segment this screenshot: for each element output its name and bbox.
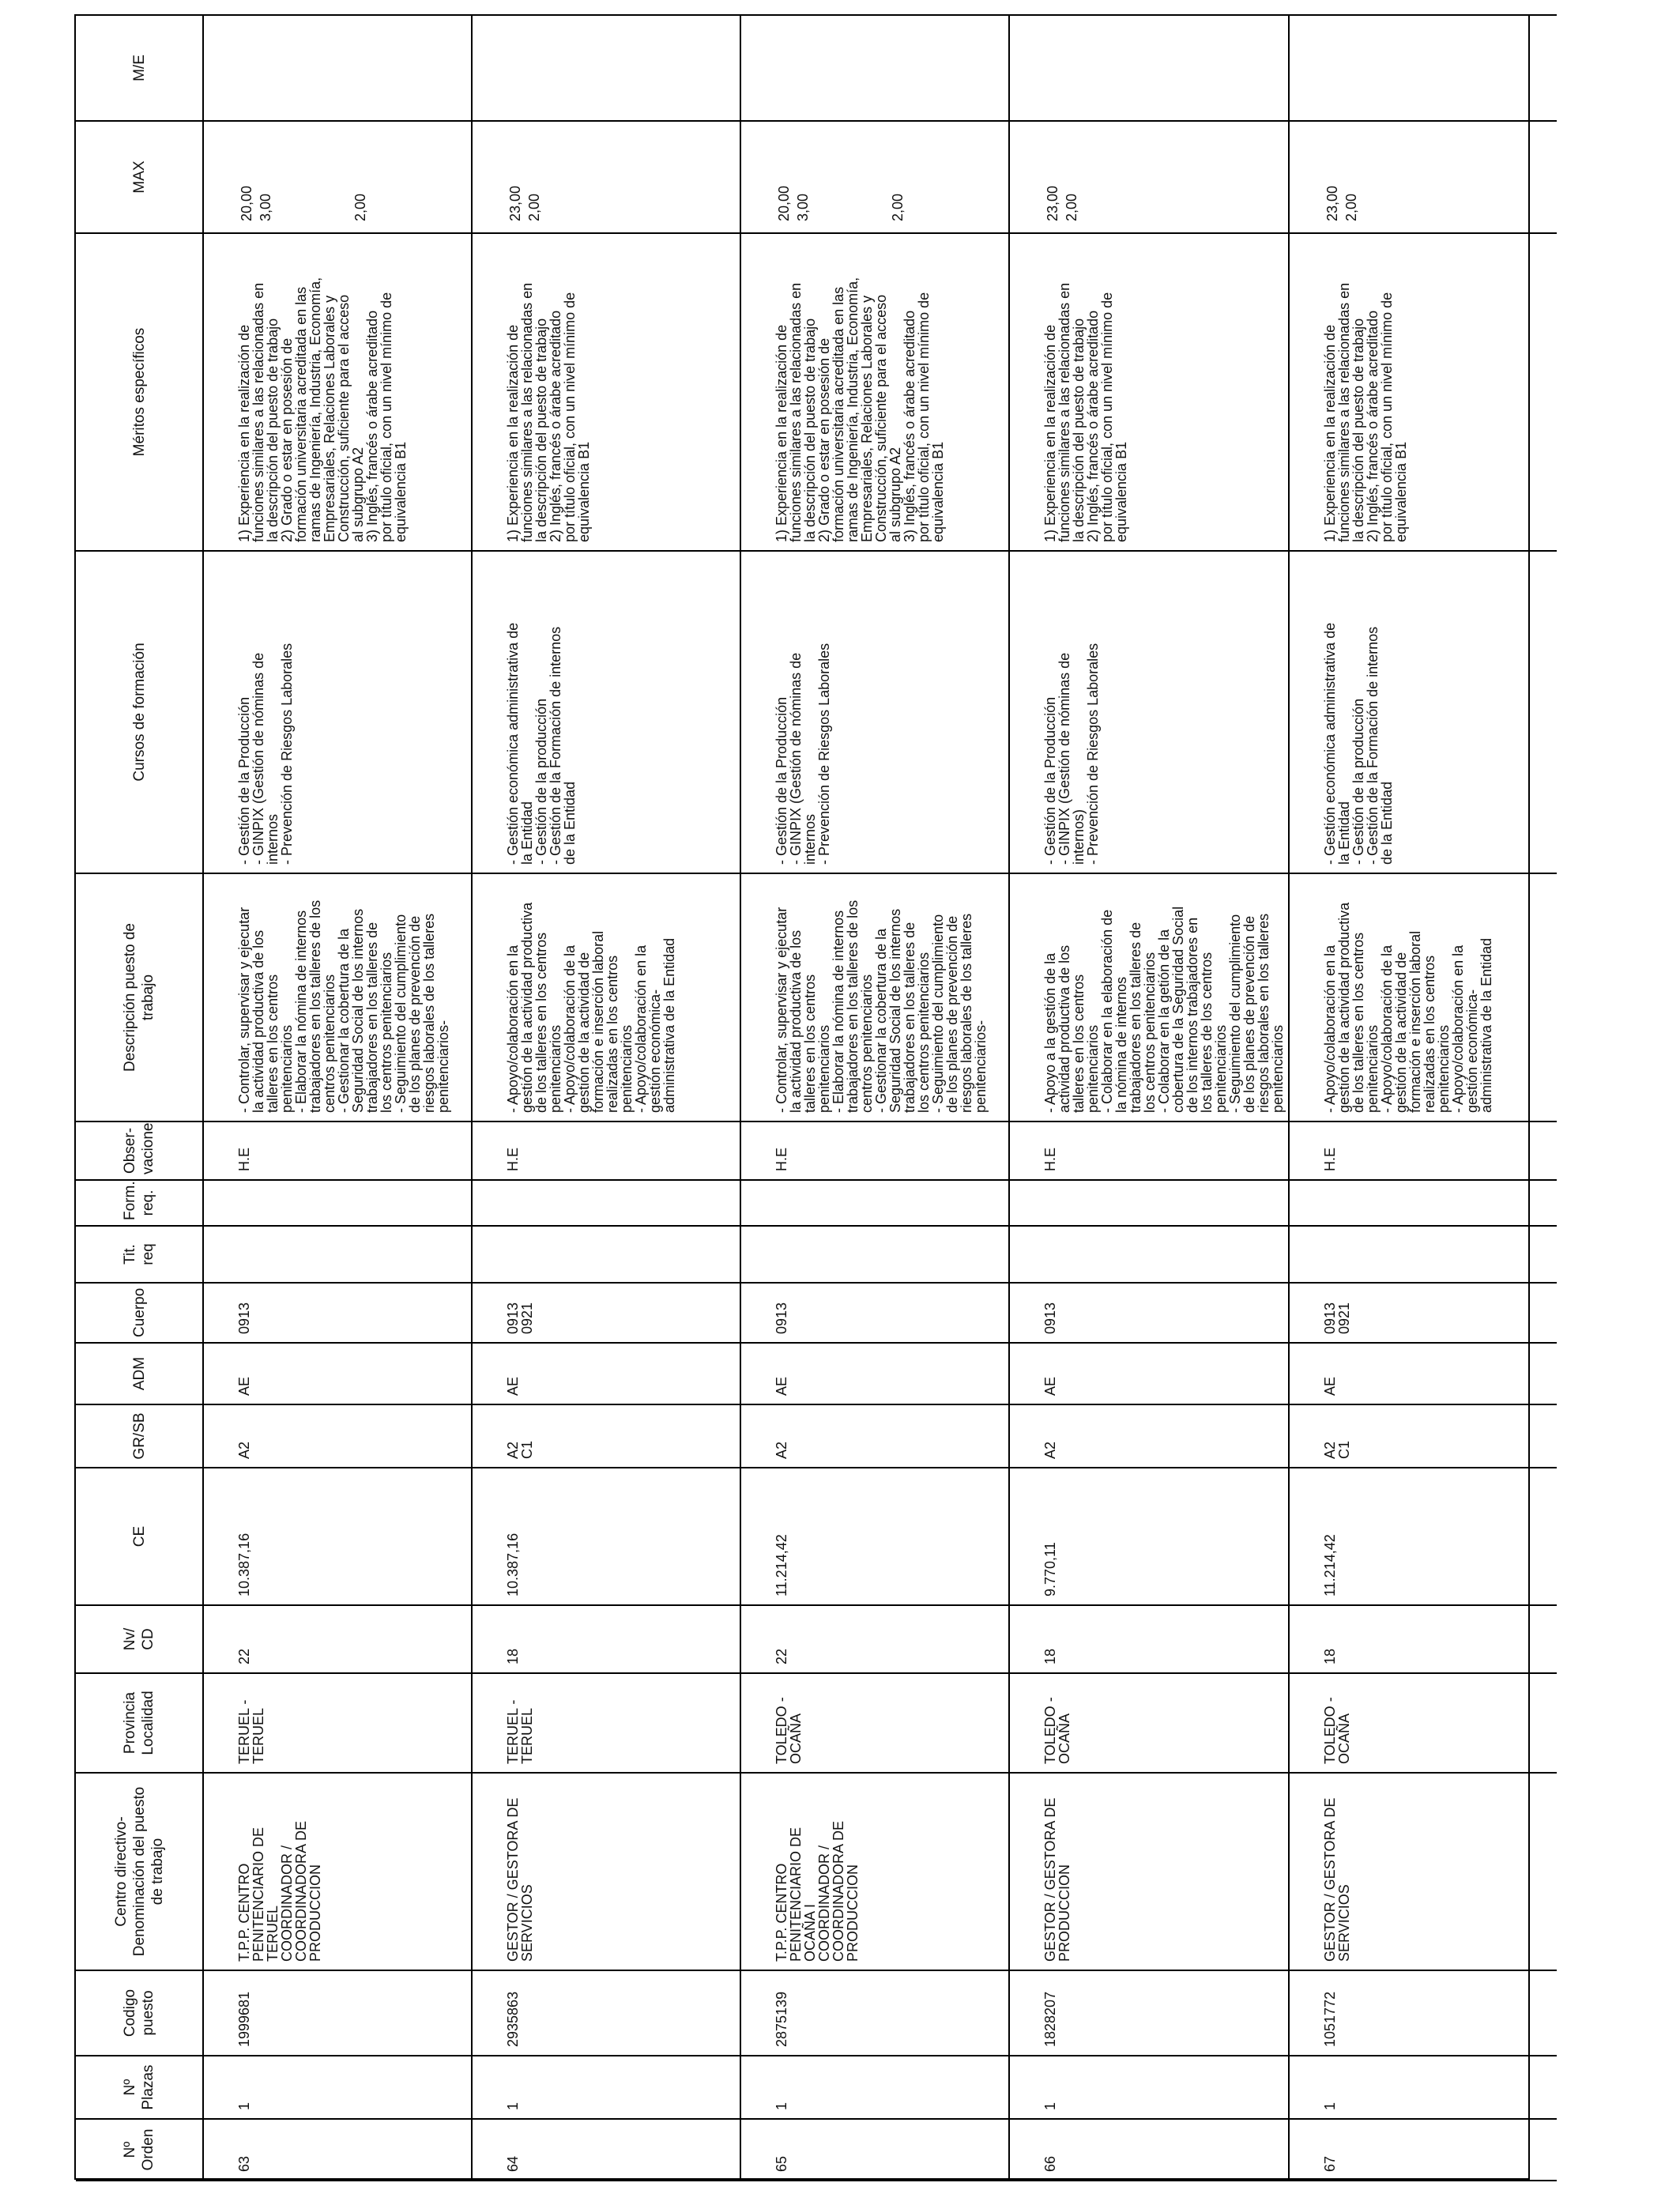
cell-cursos: - Gestión de la Producción - GINPIX (Gestión de nóminas de internos - Prevención de Riesgos Laborales [203, 551, 472, 873]
cell-observaciones: H.E [740, 1122, 1009, 1180]
cell-plazas: 1 [740, 2056, 1009, 2119]
header-observaciones: Obser- vacione [76, 1122, 203, 1180]
cell-adm: AE [1289, 1343, 1557, 1404]
cell-provincia: TERUEL - TERUEL [472, 1673, 740, 1773]
cell-descripcion: - Apoyo a la gestión de la actividad productiva de los talleres en los centros penitenciarios - Colaborar en la elaboración de la nómina de internos trabajadores en los talleres de los centros penitenciarios - Colaborar en la getión de la cobertura de la Seguridad Social de los internos trabajadores en los talleres de los centros penitenciarios - Seguimiento del cumplimiento de los planes de prevención de riesgos laborales en los talleres penitenciarios [1009, 873, 1289, 1122]
cell-provincia: TOLEDO - OCAÑA [1289, 1673, 1557, 1773]
cell-centro: GESTOR / GESTORA DE SERVICIOS [472, 1773, 740, 1970]
max-score: 2,00 [352, 193, 368, 221]
cell-plazas: 1 [203, 2056, 472, 2119]
table-row [740, 15, 1009, 2181]
cell-grupo: A2 [1009, 1404, 1289, 1468]
cell-titulacion [203, 1226, 472, 1283]
cell-nivel: 18 [1009, 1605, 1289, 1673]
cell-observaciones: H.E [472, 1122, 740, 1180]
cell-me [1289, 15, 1557, 121]
cell-centro: GESTOR / GESTORA DE SERVICIOS [1289, 1773, 1557, 1970]
cell-orden: 65 [740, 2119, 1009, 2181]
max-score: 2,00 [526, 193, 542, 221]
max-score: 2,00 [1064, 193, 1079, 221]
header-cuerpo: Cuerpo [76, 1283, 203, 1343]
cell-codigo: 1051772 [1289, 1970, 1557, 2056]
max-score: 3,00 [795, 193, 811, 221]
cell-formacion [740, 1180, 1009, 1226]
cell-max [740, 121, 1009, 233]
cell-orden: 64 [472, 2119, 740, 2181]
max-score: 2,00 [1343, 193, 1359, 221]
cell-centro: GESTOR / GESTORA DE PRODUCCION [1009, 1773, 1289, 1970]
cell-descripcion: - Controlar, supervisar y ejecutar la actividad productiva de los talleres en los centros penitenciarios - Elaborar la nómina de internos trabajadores en los talleres de los centros penitenciarios - Gestionar la cobertura de la Seguridad Social de los internos trabajadores en los talleres de los centros penitenciarios - Seguimiento del cumplimiento de los planes de prevención de riesgos laborales de los talleres penitenciarios- [740, 873, 1009, 1122]
max-score: 3,00 [258, 193, 273, 221]
cell-cursos: - Gestión de la Producción - GINPIX (Gestión de nóminas de internos - Prevención de Riesgos Laborales [740, 551, 1009, 873]
cell-cuerpo: 0913 0921 [1289, 1283, 1557, 1343]
cell-meritos: 1) Experiencia en la realización de funciones similares a las relacionadas en la descripción del puesto de trabajo 2) Inglés, francés o árabe acreditado por título oficial, con un nivel mínimo de equivalencia B1 [1009, 233, 1289, 551]
cell-plazas: 1 [1009, 2056, 1289, 2119]
header-descripcion: Descripción puesto de trabajo [76, 873, 203, 1122]
cell-nivel: 18 [1289, 1605, 1557, 1673]
cell-plazas: 1 [1289, 2056, 1557, 2119]
cell-ce: 11.214,42 [1289, 1468, 1557, 1605]
header-titulacion: Tit. req [76, 1226, 203, 1283]
cell-plazas: 1 [472, 2056, 740, 2119]
cell-formacion [472, 1180, 740, 1226]
max-score: 23,00 [1324, 185, 1340, 221]
cell-provincia: TERUEL - TERUEL [203, 1673, 472, 1773]
cell-formacion [1009, 1180, 1289, 1226]
header-adm: ADM [76, 1343, 203, 1404]
cell-me [1009, 15, 1289, 121]
cell-ce: 10.387,16 [472, 1468, 740, 1605]
cell-provincia: TOLEDO - OCAÑA [1009, 1673, 1289, 1773]
header-provincia: Provincia Localidad [76, 1673, 203, 1773]
cell-descripcion: - Controlar, supervisar y ejecutar la actividad productiva de los talleres en los centros penitenciarios - Elaborar la nómina de internos trabajadores en los talleres de los centros penitenciarios - Gestionar la cobertura de la Seguridad Social de los internos trabajadores en los talleres de los centros penitenciarios - Seguimiento del cumplimiento de los planes de prevención de riesgos laborales de los talleres penitenciarios- [203, 873, 472, 1122]
cell-cuerpo: 0913 [203, 1283, 472, 1343]
cell-grupo: A2 C1 [472, 1404, 740, 1468]
cell-cuerpo: 0913 [1009, 1283, 1289, 1343]
cell-observaciones: H.E [203, 1122, 472, 1180]
cell-cursos: - Gestión económica administrativa de la Entidad - Gestión de la producción - Gestión de la Formación de internos de la Entidad [1289, 551, 1557, 873]
cell-orden: 67 [1289, 2119, 1557, 2181]
cell-me [740, 15, 1009, 121]
cell-titulacion [1289, 1226, 1557, 1283]
cell-orden: 66 [1009, 2119, 1289, 2181]
cell-codigo: 2875139 [740, 1970, 1009, 2056]
cell-meritos: 1) Experiencia en la realización de funciones similares a las relacionadas en la descripción del puesto de trabajo 2) Grado o estar en posesión de formación universitaria acreditada en las ramas de Ingeniería, Industria, Economía, Empresariales, Relaciones Laborales y Construcción, suficiente para el acceso al subgrupo A2 3) Inglés, francés o árabe acreditado por título oficial, con un nivel mínimo de equivalencia B1 [203, 233, 472, 551]
max-score [869, 126, 888, 221]
header-codigo: Codigo puesto [76, 1970, 203, 2056]
header-grupo: GR/SB [76, 1404, 203, 1468]
header-nivel: Nv/ CD [76, 1605, 203, 1673]
header-me: M/E [76, 15, 203, 121]
header-max: MAX [76, 121, 203, 233]
max-score [332, 126, 351, 221]
header-centro: Centro directivo- Denominación del puesto de trabajo [76, 1773, 203, 1970]
cell-meritos: 1) Experiencia en la realización de funciones similares a las relacionadas en la descripción del puesto de trabajo 2) Inglés, francés o árabe acreditado por título oficial, con un nivel mínimo de equivalencia B1 [1289, 233, 1557, 551]
cell-ce: 9.770,11 [1009, 1468, 1289, 1605]
cell-cursos: - Gestión económica administrativa de la Entidad - Gestión de la producción - Gestión de la Formación de internos de la Entidad [472, 551, 740, 873]
cell-meritos: 1) Experiencia en la realización de funciones similares a las relacionadas en la descripción del puesto de trabajo 2) Inglés, francés o árabe acreditado por título oficial, con un nivel mínimo de equivalencia B1 [472, 233, 740, 551]
cell-meritos: 1) Experiencia en la realización de funciones similares a las relacionadas en la descripción del puesto de trabajo 2) Grado o estar en posesión de formación universitaria acreditada en las ramas de Ingeniería, Industria, Economía, Empresariales, Relaciones Laborales y Construcción, suficiente para el acceso al subgrupo A2 3) Inglés, francés o árabe acreditado por título oficial, con un nivel mínimo de equivalencia B1 [740, 233, 1009, 551]
max-score: 23,00 [1045, 185, 1060, 221]
header-cursos: Cursos de formación [76, 551, 203, 873]
cell-adm: AE [740, 1343, 1009, 1404]
cell-adm: AE [203, 1343, 472, 1404]
rotated-table-wrapper [76, 16, 1531, 2181]
cell-max [1009, 121, 1289, 233]
cell-codigo: 1828207 [1009, 1970, 1289, 2056]
max-score [812, 126, 831, 221]
max-score [313, 126, 332, 221]
cell-observaciones: H.E [1289, 1122, 1557, 1180]
cell-adm: AE [1009, 1343, 1289, 1404]
cell-nivel: 18 [472, 1605, 740, 1673]
cell-observaciones: H.E [1009, 1122, 1289, 1180]
header-ce: CE [76, 1468, 203, 1605]
cell-me [472, 15, 740, 121]
cell-orden: 63 [203, 2119, 472, 2181]
cell-centro: T.P.P. CENTRO PENITENCIARIO DE TERUEL COORDINADOR / COORDINADORA DE PRODUCCION [203, 1773, 472, 1970]
cell-codigo: 1999681 [203, 1970, 472, 2056]
cell-ce: 11.214,42 [740, 1468, 1009, 1605]
header-orden: Nº Orden [76, 2119, 203, 2181]
cell-max [203, 121, 472, 233]
cell-cursos: - Gestión de la Producción - GINPIX (Gestión de nóminas de internos) - Prevención de Riesgos Laborales [1009, 551, 1289, 873]
max-score: 23,00 [507, 185, 523, 221]
max-score: 20,00 [239, 185, 254, 221]
cell-adm: AE [472, 1343, 740, 1404]
cell-titulacion [1009, 1226, 1289, 1283]
cell-codigo: 2935863 [472, 1970, 740, 2056]
cell-centro: T.P.P. CENTRO PENITENCIARIO DE OCAÑA I COORDINADOR / COORDINADORA DE PRODUCCION [740, 1773, 1009, 1970]
cell-max [472, 121, 740, 233]
cell-cuerpo: 0913 [740, 1283, 1009, 1343]
cell-titulacion [740, 1226, 1009, 1283]
header-row [76, 15, 203, 2181]
cell-descripcion: - Apoyo/colaboración en la gestión de la actividad productiva de los talleres en los centros penitenciarios - Apoyo/colaboración de la gestión de la actividad de formación e inserción laboral realizadas en los centros penitenciarios - Apoyo/colaboración en la gestión económica- administrativa de la Entidad [472, 873, 740, 1122]
cell-nivel: 22 [740, 1605, 1009, 1673]
job-positions-table [76, 14, 1557, 2181]
max-score [831, 126, 850, 221]
max-score [294, 126, 313, 221]
cell-descripcion: - Apoyo/colaboración en la gestión de la actividad productiva de los talleres en los centros penitenciarios - Apoyo/colaboración de la gestión de la actividad de formación e inserción laboral realizadas en los centros penitenciarios - Apoyo/colaboración en la gestión económica- administrativa de la Entidad [1289, 873, 1557, 1122]
cell-nivel: 22 [203, 1605, 472, 1673]
cell-formacion [203, 1180, 472, 1226]
header-formacion: Form. req. [76, 1180, 203, 1226]
cell-provincia: TOLEDO - OCAÑA [740, 1673, 1009, 1773]
table-row [1009, 15, 1289, 2181]
table-row [472, 15, 740, 2181]
max-score: 2,00 [890, 193, 906, 221]
cell-me [203, 15, 472, 121]
cell-grupo: A2 [203, 1404, 472, 1468]
page-frame [74, 14, 1530, 2180]
cell-ce: 10.387,16 [203, 1468, 472, 1605]
cell-max [1289, 121, 1557, 233]
header-plazas: Nº Plazas [76, 2056, 203, 2119]
max-score: 20,00 [776, 185, 792, 221]
max-score [850, 126, 869, 221]
table-row [203, 15, 472, 2181]
cell-grupo: A2 [740, 1404, 1009, 1468]
cell-cuerpo: 0913 0921 [472, 1283, 740, 1343]
cell-grupo: A2 C1 [1289, 1404, 1557, 1468]
table-row [1289, 15, 1557, 2181]
cell-formacion [1289, 1180, 1557, 1226]
cell-titulacion [472, 1226, 740, 1283]
max-score [275, 126, 294, 221]
header-meritos: Méritos específicos [76, 233, 203, 551]
